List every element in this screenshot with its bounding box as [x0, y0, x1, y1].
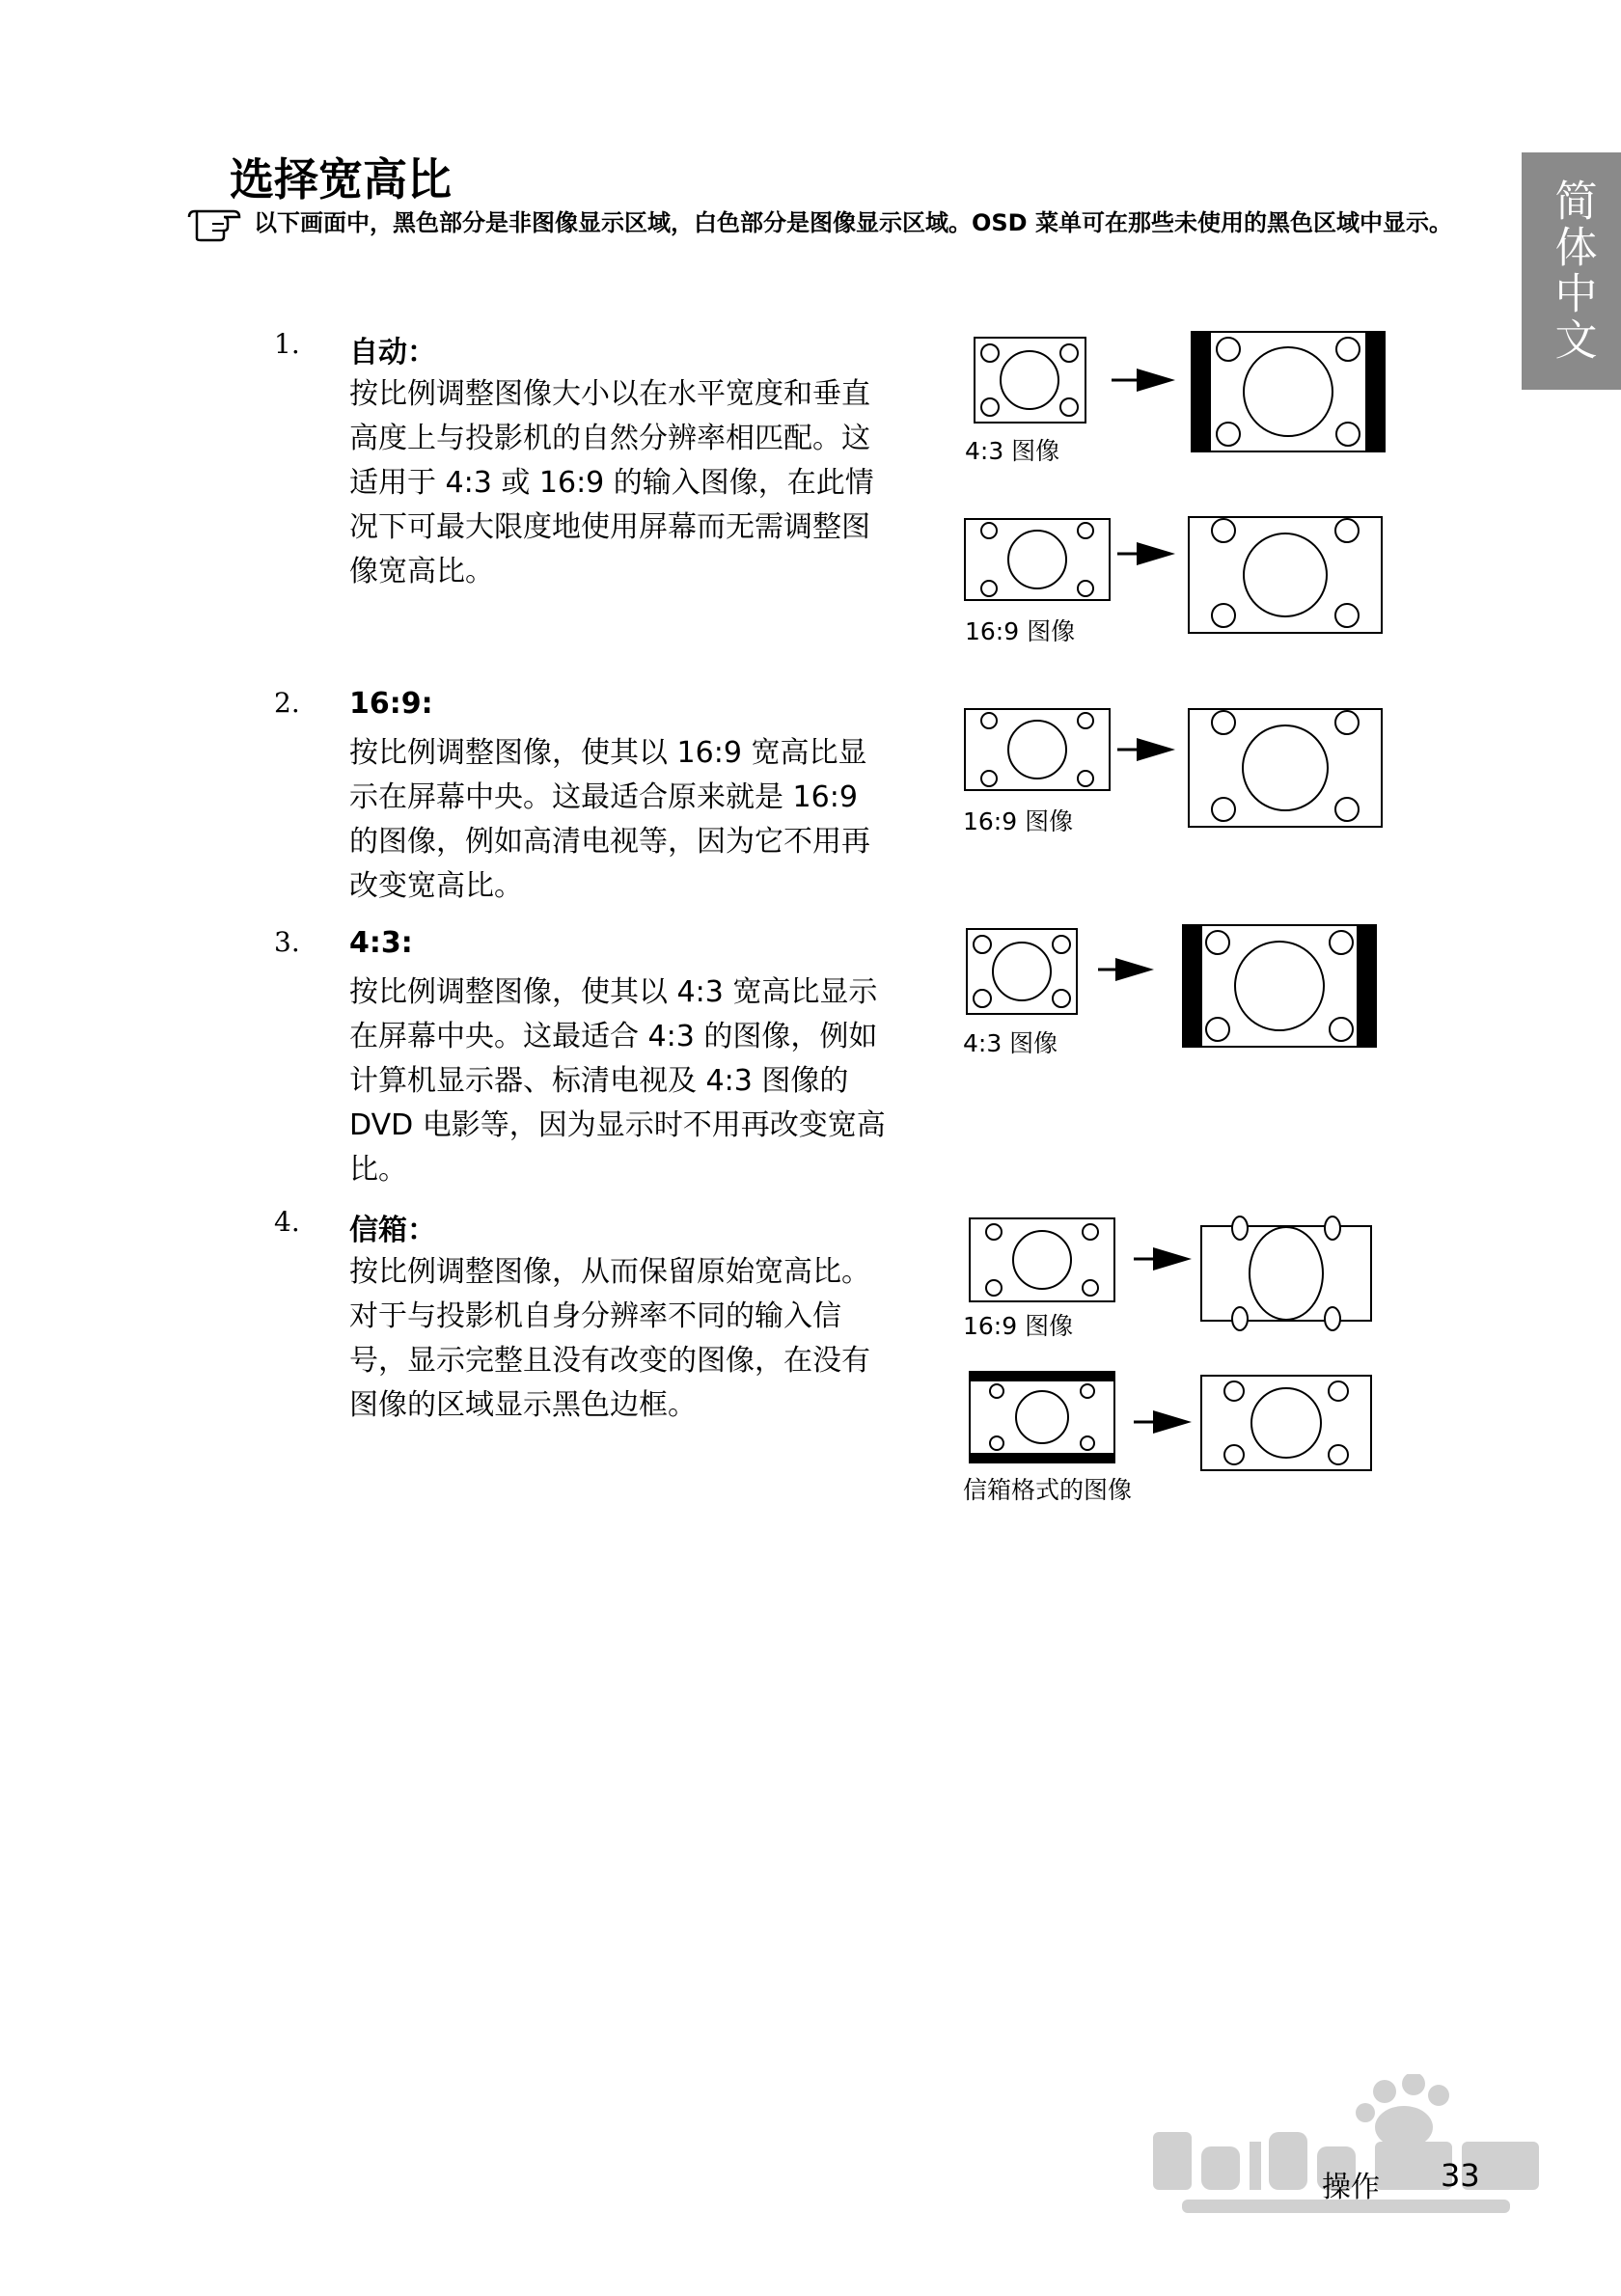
- page-number: 33: [1441, 2157, 1480, 2194]
- note-text: 以下画面中，黑色部分是非图像显示区域，白色部分是图像显示区域。OSD 菜单可在那些未使用的黑色区域中显示。: [254, 209, 1452, 236]
- item-number: 3.: [274, 926, 300, 958]
- figure-caption: 16:9 图像: [963, 1312, 1074, 1340]
- item-body: 按比例调整图像，从而保留原始宽高比。对于与投影机自身分辨率不同的输入信号，显示完整且没有改变的图像，在没有图像的区域显示黑色边框。: [349, 1255, 870, 1422]
- item-number: 1.: [274, 328, 300, 360]
- footer-section-label: 操作: [1322, 2171, 1380, 2204]
- item-heading: 自动：: [349, 336, 436, 369]
- figure-caption: 4:3 图像: [963, 1029, 1058, 1057]
- figure-caption: 4:3 图像: [965, 437, 1060, 465]
- item-body: 按比例调整图像大小以在水平宽度和垂直高度上与投影机的自然分辨率相匹配。这适用于 4:3 或 16:9 的输入图像，在此情况下可最大限度地使用屏幕而无需调整图像宽高比。: [349, 377, 874, 588]
- item-body: 按比例调整图像，使其以 4:3 宽高比显示在屏幕中央。这最适合 4:3 的图像，例如计算机显示器、标清电视及 4:3 图像的 DVD 电影等，因为显示时不用再改变宽高比。: [349, 975, 886, 1187]
- page-title: 选择宽高比: [230, 153, 452, 205]
- item-heading: 信箱：: [349, 1214, 436, 1247]
- pointing-hand-icon: [185, 207, 247, 242]
- diagram-letterbox-source: [960, 1370, 1394, 1476]
- figure-caption: 16:9 图像: [965, 617, 1076, 645]
- figure-caption: 信箱格式的图像: [963, 1476, 1133, 1504]
- item-heading: 4:3:: [349, 926, 413, 960]
- item-heading: 16:9:: [349, 687, 433, 721]
- item-number: 2.: [274, 687, 300, 719]
- language-tab: 简体中文: [1522, 152, 1621, 390]
- item-body: 按比例调整图像，使其以 16:9 宽高比显示在屏幕中央。这最适合原来就是 16:9 的图像，例如高清电视等，因为它不用再改变宽高比。: [349, 736, 870, 903]
- figure-caption: 16:9 图像: [963, 807, 1074, 835]
- item-number: 4.: [274, 1206, 300, 1238]
